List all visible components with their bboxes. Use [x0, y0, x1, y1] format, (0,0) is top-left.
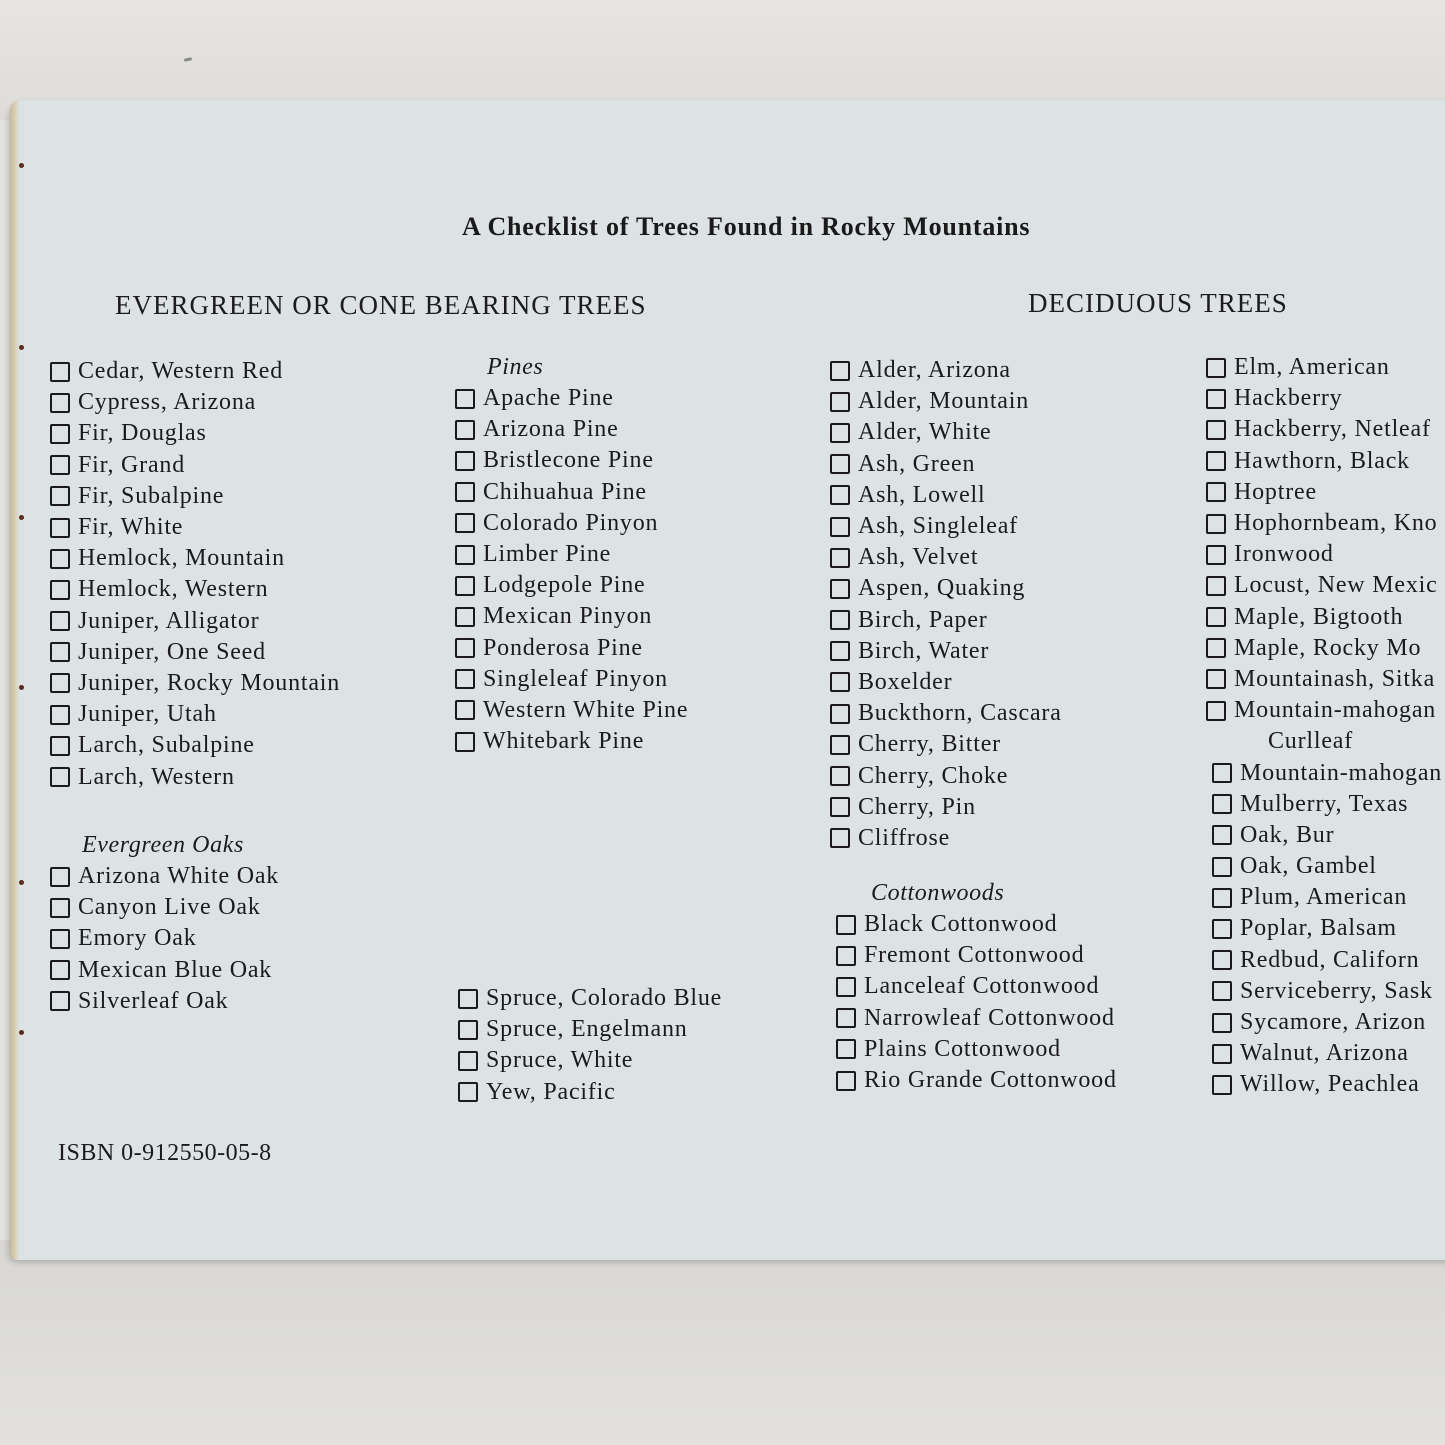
checkbox[interactable]: [1206, 482, 1226, 502]
checkbox[interactable]: [830, 579, 850, 599]
checklist-item: [50, 761, 340, 792]
binding-stitch: [19, 515, 24, 520]
checkbox[interactable]: [458, 1082, 478, 1102]
checklist-item-label: Ash, Velvet: [858, 544, 979, 571]
checklist-item: [50, 450, 340, 481]
checkbox[interactable]: [830, 797, 850, 817]
checklist-item-label: Cedar, Western Red: [78, 358, 284, 385]
checkbox[interactable]: [1212, 763, 1232, 783]
checklist-item-label: Cypress, Arizona: [78, 389, 257, 416]
checkbox[interactable]: [836, 1071, 856, 1091]
checklist-item: [1212, 851, 1445, 882]
checklist-item-label: Lanceleaf Cottonwood: [864, 973, 1100, 1000]
checkbox[interactable]: [50, 898, 70, 918]
checklist-item: [1212, 757, 1445, 788]
checklist-item: [830, 480, 1062, 511]
checklist-item-label: Birch, Paper: [858, 606, 988, 633]
checklist-item: [455, 539, 688, 570]
checklist-item: [1206, 383, 1445, 414]
checklist-item-label: Boxelder: [858, 668, 953, 695]
checkbox[interactable]: [1212, 1013, 1232, 1033]
checkbox[interactable]: [1212, 794, 1232, 814]
checklist-item: [50, 418, 340, 449]
checkbox[interactable]: [50, 673, 70, 693]
deciduous-list-2b: [1206, 757, 1445, 1100]
checklist-item: [50, 543, 340, 574]
checklist-item-label: Elm, American: [1234, 354, 1390, 381]
checklist-item: [830, 449, 1062, 480]
checklist-item-label: Juniper, Alligator: [78, 607, 260, 634]
checkbox[interactable]: [830, 361, 850, 381]
checklist-item: [1206, 570, 1445, 601]
checkbox[interactable]: [455, 389, 475, 409]
checklist-item: [50, 861, 279, 892]
checklist-item-label: Mexican Pinyon: [483, 603, 653, 630]
checkbox[interactable]: [1206, 607, 1226, 627]
cottonwoods-subhead: Cottonwoods: [871, 880, 1005, 906]
checklist-item: [455, 414, 688, 445]
checklist-item: [455, 726, 688, 757]
checkbox[interactable]: [1206, 514, 1226, 534]
checklist-item: [1212, 820, 1445, 851]
checklist-item-label: Cherry, Choke: [858, 762, 1009, 789]
checkbox[interactable]: [1206, 701, 1226, 721]
checklist-item: [830, 636, 1062, 667]
checklist-item-label: Narrowleaf Cottonwood: [864, 1004, 1115, 1031]
checklist-item: [830, 573, 1062, 604]
checklist-item-label: Ash, Green: [858, 450, 976, 477]
checklist-item: [1206, 664, 1445, 695]
checklist-item-label: Spruce, Engelmann: [486, 1016, 688, 1043]
checklist-item-label: Arizona Pine: [483, 416, 619, 443]
checklist-item-label: Canyon Live Oak: [78, 894, 261, 921]
checklist-item-label: Willow, Peachlea: [1240, 1071, 1420, 1098]
checklist-item-label: Mulberry, Texas: [1240, 790, 1409, 817]
checklist-item-label: Western White Pine: [483, 696, 689, 723]
checklist-item-label: Maple, Rocky Mo: [1234, 634, 1422, 661]
table-surface-bottom: [0, 1240, 1445, 1445]
checklist-item: [1206, 508, 1445, 539]
checklist-item-label: Plains Cottonwood: [864, 1035, 1061, 1062]
checkbox[interactable]: [50, 362, 70, 382]
checklist-item: [836, 940, 1117, 971]
checkbox[interactable]: [455, 700, 475, 720]
checklist-item-label: Hemlock, Western: [78, 576, 269, 603]
checklist-item: [50, 481, 340, 512]
pines-subhead: Pines: [487, 354, 544, 380]
checkbox[interactable]: [50, 455, 70, 475]
checklist-item-label: Spruce, Colorado Blue: [486, 985, 723, 1012]
checklist-item-label: Serviceberry, Sask: [1240, 977, 1433, 1004]
checkbox[interactable]: [50, 867, 70, 887]
checklist-item: [50, 699, 340, 730]
checklist-item: [458, 1077, 722, 1108]
checklist-item-label: Oak, Gambel: [1240, 853, 1377, 880]
checklist-item: [836, 1003, 1117, 1034]
checkbox[interactable]: [455, 545, 475, 565]
checkbox[interactable]: [458, 1051, 478, 1071]
checklist-item: [830, 511, 1062, 542]
checkbox[interactable]: [836, 1008, 856, 1028]
checkbox[interactable]: [830, 735, 850, 755]
checklist-item: [830, 792, 1062, 823]
checkbox[interactable]: [1212, 1075, 1232, 1095]
checklist-item: [1206, 695, 1445, 726]
checklist-item: [836, 909, 1117, 940]
checkbox[interactable]: [830, 828, 850, 848]
spruce-list: [458, 983, 722, 1108]
checkbox[interactable]: [830, 517, 850, 537]
checkbox[interactable]: [830, 485, 850, 505]
checkbox[interactable]: [50, 929, 70, 949]
checklist-item: [830, 729, 1062, 760]
checklist-item-label: Fremont Cottonwood: [864, 942, 1085, 969]
checklist-item-label: Spruce, White: [486, 1047, 634, 1074]
checkbox[interactable]: [836, 977, 856, 997]
checklist-item-label: Ash, Lowell: [858, 481, 986, 508]
checklist-item-label: Hackberry: [1234, 385, 1343, 412]
checkbox[interactable]: [1212, 857, 1232, 877]
checklist-item: [1206, 414, 1445, 445]
binding-stitch: [19, 345, 24, 350]
checkbox[interactable]: [50, 642, 70, 662]
cottonwoods-section: [836, 878, 1117, 1096]
checklist-item: [50, 986, 279, 1017]
checklist-item-label: Birch, Water: [858, 637, 990, 664]
checkbox[interactable]: [455, 420, 475, 440]
checkbox[interactable]: [830, 548, 850, 568]
checklist-item: [830, 542, 1062, 573]
checkbox[interactable]: [830, 766, 850, 786]
deciduous-list-1: [830, 355, 1062, 854]
checklist-item: [50, 606, 340, 637]
checklist-item-label: Whitebark Pine: [483, 728, 645, 755]
checkbox[interactable]: [50, 549, 70, 569]
binding-stitch: [19, 1030, 24, 1035]
deciduous-list-2: [1206, 352, 1445, 1101]
checkbox[interactable]: [50, 991, 70, 1011]
checklist-item: [1206, 352, 1445, 383]
checklist-item: [455, 633, 688, 664]
checkbox[interactable]: [830, 672, 850, 692]
checklist-item-label: Juniper, One Seed: [78, 638, 266, 665]
checklist-item-label: Emory Oak: [78, 925, 197, 952]
checkbox[interactable]: [458, 1020, 478, 1040]
checklist-item-label: Sycamore, Arizon: [1240, 1009, 1427, 1036]
checklist-item-label: Larch, Western: [78, 763, 235, 790]
checkbox[interactable]: [50, 518, 70, 538]
checklist-item: [1206, 539, 1445, 570]
checkbox[interactable]: [455, 451, 475, 471]
list-item-continuation: Curlleaf: [1268, 728, 1354, 755]
checkbox[interactable]: [455, 513, 475, 533]
checklist-item-label: Locust, New Mexic: [1234, 572, 1438, 599]
evergreen-oaks-section: [50, 830, 279, 1017]
checklist-item: [1212, 945, 1445, 976]
checklist-item: [455, 601, 688, 632]
checklist-item: [50, 574, 340, 605]
checklist-item: [830, 760, 1062, 791]
checklist-item-label: Fir, Douglas: [78, 420, 207, 447]
checkbox[interactable]: [455, 607, 475, 627]
checkbox[interactable]: [50, 611, 70, 631]
checklist-item: [458, 983, 722, 1014]
checklist-item-label: Redbud, Californ: [1240, 946, 1420, 973]
checklist-item-label: Black Cottonwood: [864, 911, 1058, 938]
checklist-item: [50, 668, 340, 699]
checkbox[interactable]: [455, 732, 475, 752]
checklist-item: [830, 698, 1062, 729]
checklist-item-label: Chihuahua Pine: [483, 478, 647, 505]
checklist-item-label: Lodgepole Pine: [483, 572, 646, 599]
checklist-item: [830, 823, 1062, 854]
checkbox[interactable]: [50, 705, 70, 725]
checkbox[interactable]: [1212, 981, 1232, 1001]
checklist-item-label: Apache Pine: [483, 385, 614, 412]
page-title: A Checklist of Trees Found in Rocky Mountains: [462, 212, 1031, 241]
checkbox[interactable]: [50, 767, 70, 787]
checklist-item: [50, 892, 279, 923]
checklist-item: [50, 955, 279, 986]
checklist-item: [50, 923, 279, 954]
checkbox[interactable]: [1212, 888, 1232, 908]
checklist-item-label: Arizona White Oak: [78, 863, 280, 890]
checkbox[interactable]: [1212, 1044, 1232, 1064]
checklist-item-label: Alder, Arizona: [858, 357, 1011, 384]
checklist-item: [455, 570, 688, 601]
checklist-item-label: Alder, White: [858, 419, 992, 446]
checklist-item-label: Colorado Pinyon: [483, 509, 659, 536]
checklist-item-label: Oak, Bur: [1240, 821, 1335, 848]
checklist-item-label: Hemlock, Mountain: [78, 545, 285, 572]
checkbox[interactable]: [50, 424, 70, 444]
checklist-item: [830, 417, 1062, 448]
checklist-item-label: Juniper, Rocky Mountain: [78, 669, 341, 696]
checkbox[interactable]: [830, 641, 850, 661]
binding-stitch: [19, 685, 24, 690]
checklist-item: [830, 605, 1062, 636]
checklist-item: [455, 664, 688, 695]
checklist-item: [1212, 913, 1445, 944]
deciduous-heading: DECIDUOUS TREES: [1028, 288, 1288, 318]
evergreen-oaks-list: [50, 861, 279, 1017]
checklist-item-label: Ash, Singleleaf: [858, 513, 1018, 540]
evergreen-heading: EVERGREEN OR CONE BEARING TREES: [115, 290, 647, 320]
checklist-item-label: Walnut, Arizona: [1240, 1040, 1409, 1067]
checklist-item: [50, 730, 340, 761]
checkbox[interactable]: [50, 393, 70, 413]
checklist-item: [50, 512, 340, 543]
checklist-item-label: Larch, Subalpine: [78, 732, 255, 759]
checkbox[interactable]: [1206, 451, 1226, 471]
checkbox[interactable]: [1212, 919, 1232, 939]
checklist-item-label: Rio Grande Cottonwood: [864, 1067, 1117, 1094]
checkbox[interactable]: [455, 669, 475, 689]
checklist-item: [1212, 882, 1445, 913]
checkbox[interactable]: [1206, 638, 1226, 658]
checkbox[interactable]: [455, 576, 475, 596]
checklist-item-label: Alder, Mountain: [858, 388, 1030, 415]
checkbox[interactable]: [50, 580, 70, 600]
checkbox[interactable]: [836, 946, 856, 966]
binding-stitch: [19, 880, 24, 885]
checklist-item: [1212, 789, 1445, 820]
checklist-item-label: Plum, American: [1240, 884, 1408, 911]
checkbox[interactable]: [1206, 420, 1226, 440]
checklist-item-label: Limber Pine: [483, 541, 612, 568]
checkbox[interactable]: [1206, 389, 1226, 409]
checkbox[interactable]: [830, 454, 850, 474]
checklist-item: [830, 667, 1062, 698]
checklist-item: [1206, 446, 1445, 477]
checkbox[interactable]: [836, 915, 856, 935]
checklist-item-label: Ponderosa Pine: [483, 634, 643, 661]
checkbox[interactable]: [830, 704, 850, 724]
checklist-item-label: Singleleaf Pinyon: [483, 665, 668, 692]
checklist-item: [455, 508, 688, 539]
checklist-item: [1212, 1069, 1445, 1100]
checklist-item-label: Maple, Bigtooth: [1234, 603, 1404, 630]
checklist-item-label: Hackberry, Netleaf: [1234, 416, 1431, 443]
checklist-item: [455, 477, 688, 508]
checklist-item: [455, 383, 688, 414]
checklist-item: [830, 386, 1062, 417]
checklist-item: [1206, 602, 1445, 633]
checklist-item-label: Fir, Grand: [78, 451, 186, 478]
deciduous-list-2a: [1206, 352, 1445, 726]
checkbox[interactable]: [830, 392, 850, 412]
checkbox[interactable]: [1212, 825, 1232, 845]
isbn: ISBN 0-912550-05-8: [58, 1140, 272, 1166]
checklist-item: [836, 1065, 1117, 1096]
checklist-item-label: Mountain-mahogan: [1234, 697, 1437, 724]
checklist-item-label: Buckthorn, Cascara: [858, 700, 1062, 727]
checkbox[interactable]: [50, 486, 70, 506]
checklist-item: [458, 1014, 722, 1045]
checklist-item-label: Silverleaf Oak: [78, 987, 229, 1014]
checklist-item: [1212, 1007, 1445, 1038]
checklist-item: [50, 387, 340, 418]
checklist-item: [50, 637, 340, 668]
checkbox[interactable]: [830, 610, 850, 630]
pines-list: [455, 383, 688, 757]
checkbox[interactable]: [836, 1039, 856, 1059]
checklist-item: [830, 355, 1062, 386]
checklist-item-label: Fir, Subalpine: [78, 482, 225, 509]
checklist-item-label: Ironwood: [1234, 541, 1334, 568]
checklist-item: [1212, 976, 1445, 1007]
checklist-item-label: Cherry, Pin: [858, 793, 976, 820]
checklist-item-label: Poplar, Balsam: [1240, 915, 1397, 942]
checklist-item-label: Cherry, Bitter: [858, 731, 1001, 758]
checkbox[interactable]: [830, 423, 850, 443]
checkbox[interactable]: [1206, 576, 1226, 596]
checkbox[interactable]: [1206, 669, 1226, 689]
checklist-item: [1212, 1038, 1445, 1069]
checklist-item: [836, 971, 1117, 1002]
checklist-item-label: Hoptree: [1234, 478, 1317, 505]
checklist-item: [458, 1045, 722, 1076]
checkbox[interactable]: [455, 482, 475, 502]
evergreen-oaks-subhead: Evergreen Oaks: [82, 832, 244, 858]
checkbox[interactable]: [50, 736, 70, 756]
checkbox[interactable]: [1212, 950, 1232, 970]
checklist-item-label: Juniper, Utah: [78, 701, 217, 728]
evergreen-list-conifers: [50, 356, 340, 793]
checklist-item-label: Bristlecone Pine: [483, 447, 654, 474]
checklist-item-label: Mountain-mahogan: [1240, 759, 1443, 786]
checklist-item: [1206, 633, 1445, 664]
checklist-item-label: Cliffrose: [858, 824, 951, 851]
checkbox[interactable]: [1206, 545, 1226, 565]
checklist-item-label: Hawthorn, Black: [1234, 447, 1410, 474]
checkbox[interactable]: [1206, 358, 1226, 378]
checklist-item-label: Mountainash, Sitka: [1234, 665, 1436, 692]
checklist-item-label: Mexican Blue Oak: [78, 956, 273, 983]
checklist-item: [836, 1034, 1117, 1065]
checklist-item-label: Aspen, Quaking: [858, 575, 1026, 602]
checklist-item-label: Hophornbeam, Kno: [1234, 510, 1438, 537]
checklist-item: [455, 695, 688, 726]
checkbox[interactable]: [458, 989, 478, 1009]
checklist-item: [455, 445, 688, 476]
pines-section: [455, 352, 688, 757]
checkbox[interactable]: [50, 960, 70, 980]
checklist-item-label: Fir, White: [78, 514, 184, 541]
cottonwoods-list: [836, 909, 1117, 1096]
checkbox[interactable]: [455, 638, 475, 658]
checklist-item-label: Yew, Pacific: [486, 1078, 616, 1105]
checklist-item: [50, 356, 340, 387]
binding-stitch: [19, 163, 24, 168]
checklist-item: [1206, 477, 1445, 508]
